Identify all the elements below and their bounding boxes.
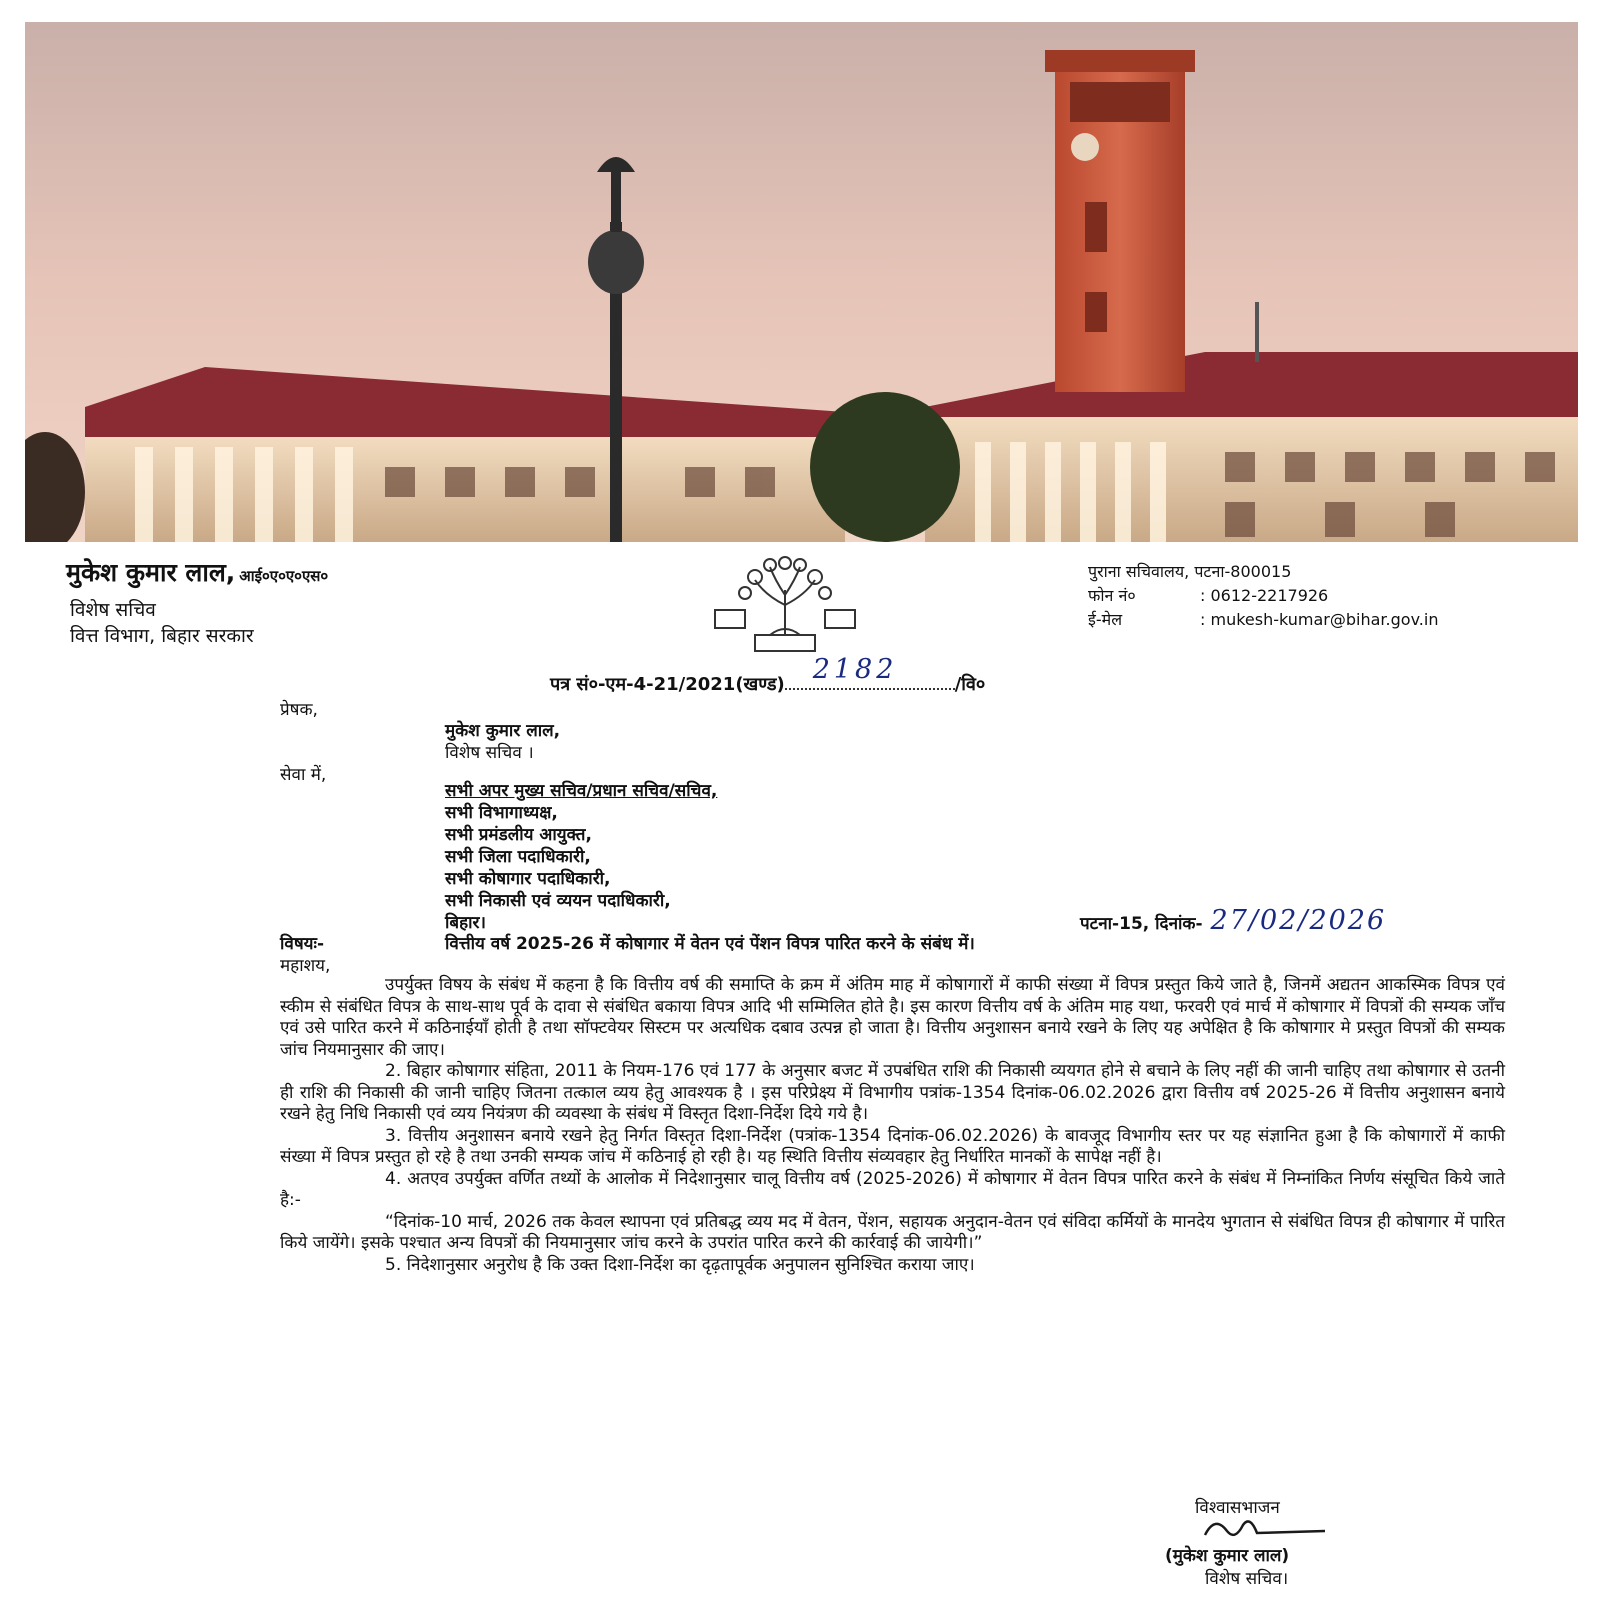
office-address: पुराना सचिवालय, पटना-800015 (1088, 562, 1292, 581)
closing-text: विश्वासभाजन (1195, 1498, 1280, 1518)
handwritten-letter-number: 2182 (812, 654, 898, 685)
secretariat-building-image (25, 22, 1578, 542)
body-paragraph: उपर्युक्त विषय के संबंध में कहना है कि वित्तीय वर्ष की समाप्ति के क्रम में अंतिम माह में कोषागारों में काफी संख्या में विपत्र प्रस्तुत किये जाते है, जिनमें अद्यतन आकस्मिक विपत्र एवं स्कीम से संबंधित विपत्र के साथ-साथ पूर्व के दावा से संबंधित बकाया विपत्र आदि भी सम्मिलित होते है। इस कारण वित्तीय वर्ष के अंतिम माह यथा, फरवरी एवं मार्च में कोषागार में विपत्रों की सम्यक जाँच एवं उसे पारित करने में कठिनाईयाँ होती है तथा सॉफ्टवेयर सिस्टम पर अत्यधिक दबाव उत्पन्न हो जाता है। वित्तीय अनुशासन बनाये रखने के लिए यह अपेक्षित है कि कोषागार मे प्रस्तुत विपत्रों की सम्यक जांच नियमानुसार की जाए। (280, 975, 1505, 1060)
officer-name (66, 555, 328, 589)
signatory-designation: विशेष सचिव। (1205, 1569, 1289, 1589)
handwritten-date: 27/02/2026 (1210, 905, 1387, 936)
officer-department: वित्त विभाग, बिहार सरकार (70, 625, 254, 647)
signatory-name: (मुकेश कुमार लाल) (1165, 1546, 1290, 1566)
email-label: ई-मेल (1088, 610, 1123, 629)
recipient-item: सभी जिला पदाधिकारी, (445, 847, 591, 867)
body-paragraph: 5. निदेशानुसार अनुरोध है कि उक्त दिशा-निर्देश का दृढ़तापूर्वक अनुपालन सुनिश्चित कराया जाए। (385, 1254, 975, 1275)
sender-label: प्रेषक, (280, 700, 318, 720)
sender-designation: विशेष सचिव । (445, 743, 534, 763)
to-label: सेवा में, (280, 765, 327, 785)
recipient-item: बिहार। (445, 913, 486, 933)
recipient-item: सभी निकासी एवं व्ययन पदाधिकारी, (445, 891, 671, 911)
quoted-decision: “दिनांक-10 मार्च, 2026 तक केवल स्थापना एवं प्रतिबद्ध व्यय मद में वेतन, पेंशन, सहायक अनुदान-वेतन एवं संविदा कर्मियों के मानदेय भुगतान से संबंधित विपत्र ही कोषागार में पारित किये जायेंगे। इसके पश्चात अन्य विपत्रों की नियमानुसार जांच करने के उपरांत पारित करने की कार्रवाई की जायेगी।” (280, 1211, 1505, 1253)
handwritten-signature-icon (1195, 1513, 1335, 1543)
place-date-label: पटना-15, दिनांक- (1080, 914, 1203, 934)
letter-body (280, 975, 1505, 1276)
officer-designation: विशेष सचिव (70, 599, 156, 621)
place-date (1080, 905, 1386, 936)
letter-number-blank (785, 654, 955, 690)
salutation: महाशय, (280, 956, 331, 976)
body-paragraph: 3. वित्तीय अनुशासन बनाये रखने हेतु निर्गत विस्तृत दिशा-निर्देश (पत्रांक-1354 दिनांक-06.02.2026) के बावजूद विभागीय स्तर पर यह संज्ञानित हुआ है कि कोषागारों में काफी संख्या में विपत्र प्रस्तुत हो रहे है तथा उनकी सम्यक जांच में कठिनाई हो रही है। यह स्थिति वित्तीय संव्यवहार हेतु निर्धारित मानकों के सापेक्ष नहीं है। (280, 1125, 1505, 1167)
office-phone (1088, 584, 1438, 608)
phone-label: फोन नं० (1088, 586, 1136, 605)
officer-degree: आई०ए०ए०एस० (239, 567, 329, 585)
officer-name-text: मुकेश कुमार लाल, (66, 558, 236, 587)
office-email (1088, 608, 1438, 632)
phone-value: : 0612-2217926 (1200, 586, 1329, 605)
email-value: : mukesh-kumar@bihar.gov.in (1200, 610, 1439, 629)
subject-label: विषयः- (280, 934, 325, 954)
subject-text: वित्तीय वर्ष 2025-26 में कोषागार में वेतन एवं पेंशन विपत्र पारित करने के संबंध में। (445, 934, 975, 954)
sender-name: मुकेश कुमार लाल, (445, 721, 561, 741)
recipient-list (445, 780, 717, 934)
recipient-item: सभी कोषागार पदाधिकारी, (445, 869, 611, 889)
recipient-item: सभी विभागाध्यक्ष, (445, 803, 558, 823)
body-paragraph: 2. बिहार कोषागार संहिता, 2011 के नियम-176 एवं 177 के अनुसार बजट में उपबंधित राशि की निकासी व्ययगत होने से बचाने के लिए नहीं की जानी चाहिए तथा कोषागार से उतनी ही राशि की निकासी की जानी चाहिए जितना तत्काल व्यय हेतु आवश्यक है । इस परिप्रेक्ष्य में विभागीय पत्रांक-1354 दिनांक-06.02.2026 द्वारा वित्तीय वर्ष 2025-26 में वित्तीय अनुशासन बनाये रखने हेतु निधि निकासी एवं व्यय नियंत्रण की व्यवस्था के संबंध में विस्तृत दिशा-निर्देश दिये गये है। (280, 1061, 1505, 1124)
letter-number (550, 654, 986, 696)
letter-number-prefix: पत्र सं०-एम-4-21/2021(खण्ड) (550, 674, 785, 695)
body-paragraph: 4. अतएव उपर्युक्त वर्णित तथ्यों के आलोक में निदेशानुसार चालू वित्तीय वर्ष (2025-2026) में कोषागार में वेतन विपत्र पारित करने के संबंध में निम्नांकित निर्णय संसूचित किये जाते है:- (280, 1168, 1505, 1210)
secretariat-photo (25, 22, 1578, 542)
bihar-emblem-icon (710, 555, 860, 655)
office-address-block (1088, 560, 1438, 632)
recipient-item: सभी अपर मुख्य सचिव/प्रधान सचिव/सचिव, (445, 781, 718, 801)
recipient-item: सभी प्रमंडलीय आयुक्त, (445, 825, 592, 845)
letter-number-suffix: /वि० (954, 674, 986, 695)
